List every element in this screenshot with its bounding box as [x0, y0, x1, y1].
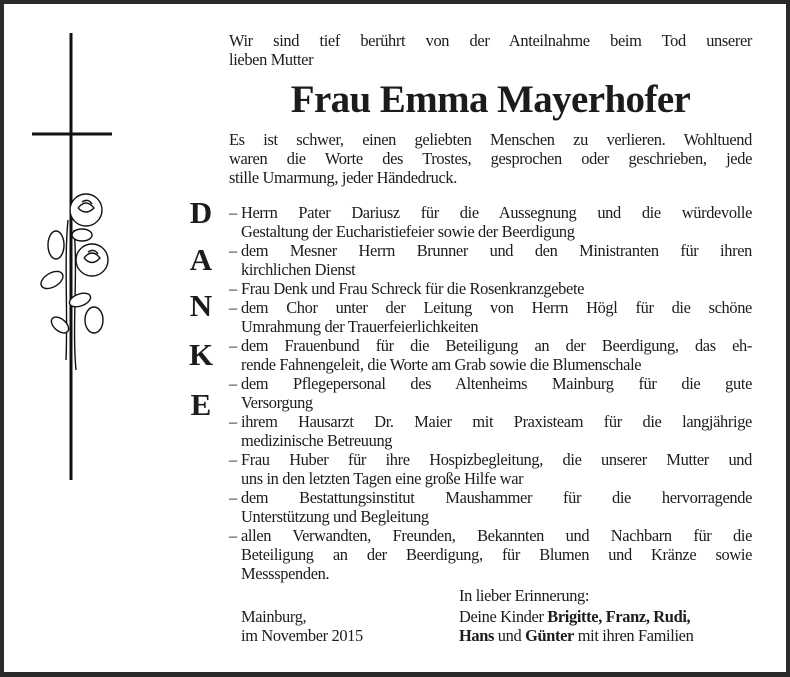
place: Mainburg, [241, 607, 307, 626]
thanks-line [229, 488, 752, 507]
signature-und: und [494, 626, 526, 645]
thanks-line [229, 336, 752, 355]
thanks-line-text: rende Fahnengeleit, die Worte am Grab sowie die Blumenschale [241, 355, 642, 374]
dash-bullet: – [229, 526, 237, 545]
thanks-item [229, 336, 752, 374]
thanks-line [229, 564, 752, 583]
thanks-line-text: dem Bestattungsinstitut Maushammer für die hervorragende [241, 488, 752, 507]
thanks-item [229, 526, 752, 583]
consolation-paragraph [229, 130, 752, 187]
thanks-line-text: Gestaltung der Eucharistiefeier sowie der Beerdigung [241, 222, 575, 241]
thanks-line [229, 260, 752, 279]
thanks-line-text: Frau Denk und Frau Schreck für die Rosenkranzgebete [241, 279, 585, 298]
cross-with-rose-icon [30, 30, 170, 490]
thanks-line-text: Messspenden. [241, 564, 330, 583]
thanks-line-text: allen Verwandten, Freunden, Bekannten und Nachbarn für die [241, 526, 752, 545]
thanks-line [229, 355, 752, 374]
thanks-line [229, 507, 752, 526]
deceased-name: Frau Emma Mayerhofer [290, 78, 691, 121]
thanks-line-text: Frau Huber für ihre Hospizbegleitung, die unserer Mutter und [241, 450, 752, 469]
thanks-line-text: uns in den letzten Tagen eine große Hilfe war [241, 469, 524, 488]
dash-bullet: – [229, 298, 237, 317]
text-line: Wir sind tief berührt von der Anteilnahme beim Tod unserer [229, 31, 752, 50]
thanks-line [229, 450, 752, 469]
dash-bullet: – [229, 450, 237, 469]
text-line: lieben Mutter [229, 50, 314, 69]
thanks-line-text: Beteiligung an der Beerdigung, für Blumen und Kränze sowie [241, 545, 752, 564]
thanks-line [229, 526, 752, 545]
dash-bullet: – [229, 241, 237, 260]
thanks-line-text: dem Frauenbund für die Beteiligung an der Beerdigung, das eh- [241, 336, 752, 355]
thanks-line-text: kirchlichen Dienst [241, 260, 356, 279]
dash-bullet: – [229, 374, 237, 393]
thanks-line-text: dem Pflegepersonal des Altenheims Mainburg für die gute [241, 374, 752, 393]
thanks-line [229, 279, 752, 298]
dash-bullet: – [229, 203, 237, 222]
thanks-list [229, 203, 752, 583]
date: im November 2015 [241, 626, 363, 645]
signature-line-1 [459, 607, 690, 627]
intro-text [229, 31, 752, 69]
thanks-item [229, 203, 752, 241]
danke-letter: A [189, 242, 213, 277]
dash-bullet: – [229, 279, 237, 298]
thanks-line [229, 203, 752, 222]
thanks-line-text: ihrem Hausarzt Dr. Maier mit Praxisteam für die langjährige [241, 412, 752, 431]
signature-suffix: mit ihren Familien [573, 626, 694, 645]
danke-letter: E [190, 387, 212, 422]
signature-name-hans: Hans [459, 626, 495, 645]
thanks-line [229, 241, 752, 260]
danke-letter: K [188, 337, 214, 372]
thanks-item [229, 279, 752, 298]
dash-bullet: – [229, 412, 237, 431]
signature-line-2 [459, 626, 693, 646]
thanks-line-text: medizinische Betreuung [241, 431, 393, 450]
thanks-line-text: dem Chor unter der Leitung von Herrn Högl für die schöne [241, 298, 752, 317]
signature-prefix: Deine Kinder [459, 607, 548, 626]
thanks-item [229, 488, 752, 526]
signature-names: Brigitte, Franz, Rudi, [547, 607, 691, 626]
text-line: stille Umarmung, jeder Händedruck. [229, 168, 457, 187]
thanks-line-text: Unterstützung und Begleitung [241, 507, 429, 526]
thanks-item [229, 374, 752, 412]
thanks-item [229, 298, 752, 336]
thanks-item [229, 412, 752, 450]
thanks-line [229, 374, 752, 393]
dash-bullet: – [229, 488, 237, 507]
thanks-line-text: Umrahmung der Trauerfeierlichkeiten [241, 317, 479, 336]
signature-name-guenter: Günter [525, 626, 574, 645]
thanks-item [229, 450, 752, 488]
danke-letter: N [189, 288, 213, 323]
danke-letter: D [189, 195, 213, 230]
thanks-line [229, 222, 752, 241]
thanks-item [229, 241, 752, 279]
thanks-line-text: Versorgung [241, 393, 313, 412]
thanks-line-text: Herrn Pater Dariusz für die Aussegnung und die würdevolle [241, 203, 752, 222]
thanks-line [229, 469, 752, 488]
text-line: Es ist schwer, einen geliebten Menschen zu verlieren. Wohltuend [229, 130, 752, 149]
closing-line: In lieber Erinnerung: [459, 586, 590, 605]
thanks-line [229, 431, 752, 450]
dash-bullet: – [229, 336, 237, 355]
thanks-line [229, 393, 752, 412]
thanks-line [229, 298, 752, 317]
text-line: waren die Worte des Trostes, gesprochen oder geschrieben, jede [229, 149, 752, 168]
thanks-line [229, 412, 752, 431]
thanks-line [229, 545, 752, 564]
thanks-line [229, 317, 752, 336]
thanks-line-text: dem Mesner Herrn Brunner und den Ministranten für ihren [241, 241, 752, 260]
